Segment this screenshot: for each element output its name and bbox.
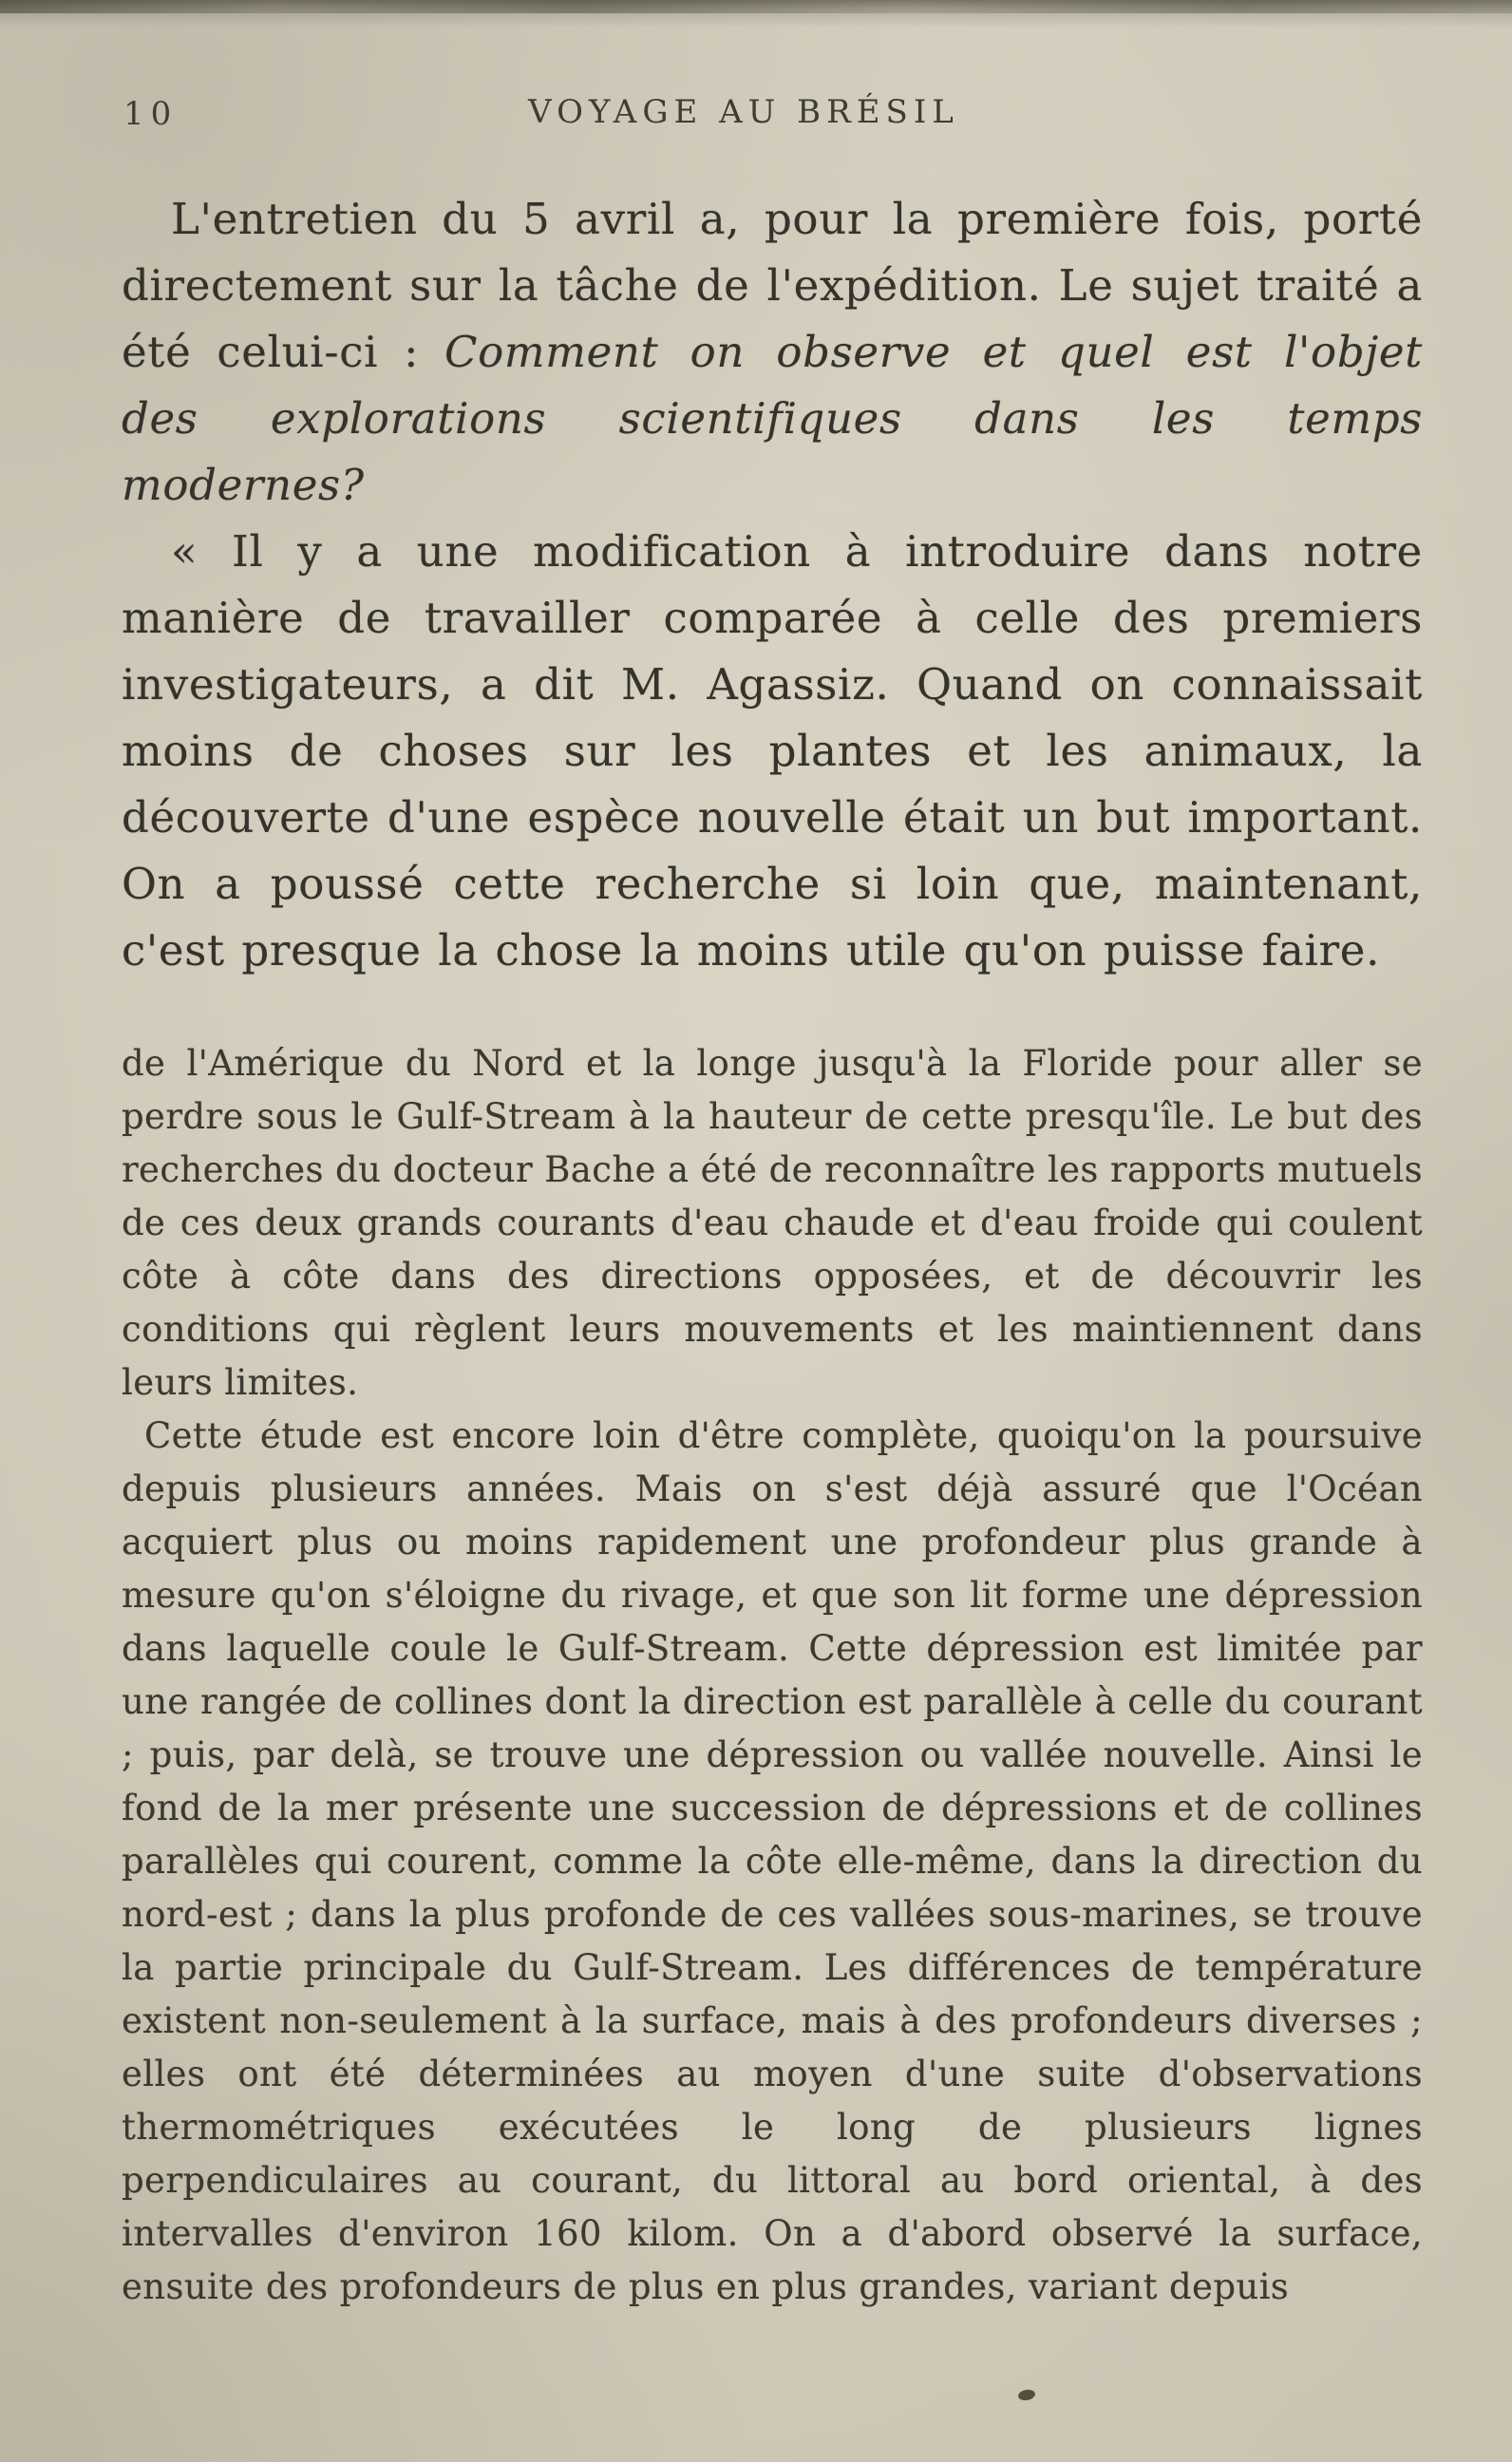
footnote-paragraph-1: de l'Amérique du Nord et la longe jusqu'à la Floride pour aller se perdre sous le Gulf-Stream à la hauteur de cette presqu'île. Le but des recherches du docteur Bache a été de reconnaître les rapports mutuels de ces deux grands courants d'eau chaude et d'eau froide qui coulent côte à côte dans des directions opposées, et de découvrir les conditions qui règlent leurs mouvements et les maintiennent dans leurs limites. xyxy=(122,1043,1423,1403)
page-number: 10 xyxy=(123,95,179,133)
running-title: VOYAGE AU BRÉSIL xyxy=(528,93,959,131)
page-header xyxy=(122,93,1423,137)
paragraph-1 xyxy=(122,186,1423,519)
main-text-block xyxy=(122,186,1423,984)
ink-spot xyxy=(1017,2389,1036,2402)
footnote-block xyxy=(122,1037,1423,2314)
paragraph-1-lead: L'entretien du 5 avril a, pour la première fois, porté directement sur la tâche de l'expédition. Le sujet traité a été celui-ci : xyxy=(122,194,1423,377)
paragraph-1-italic-phrase: Comment on observe et quel est l'objet des explorations scientifiques dans les temps modernes? xyxy=(122,327,1423,510)
paragraph-2: « Il y a une modification à introduire dans notre manière de travailler comparée à celle des premiers investigateurs, a dit M. Agassiz. Quand on connaissait moins de choses sur les plantes et les animaux, la découverte d'une espèce nouvelle était un but important. On a poussé cette recherche si loin que, maintenant, c'est presque la chose la moins utile qu'on puisse faire. xyxy=(122,526,1423,975)
scan-edge xyxy=(0,0,1512,13)
footnote-paragraph-2: Cette étude est encore loin d'être complète, quoiqu'on la poursuive depuis plusieurs années. Mais on s'est déjà assuré que l'Océan acquiert plus ou moins rapidement une profondeur plus grande à mesure qu'on s'éloigne du rivage, et que son lit forme une dépression dans laquelle coule le Gulf-Stream. Cette dépression est limitée par une rangée de collines dont la direction est parallèle à celle du courant ; puis, par delà, se trouve une dépression ou vallée nouvelle. Ainsi le fond de la mer présente une succession de dépressions et de collines parallèles qui courent, comme la côte elle-même, dans la direction du nord-est ; dans la plus profonde de ces vallées sous-marines, se trouve la partie principale du Gulf-Stream. Les différences de température existent non-seulement à la surface, mais à des profondeurs diverses ; elles ont été déterminées au moyen d'une suite d'observations thermométriques exécutées le long de plusieurs lignes perpendiculaires au courant, du littoral au bord oriental, à des intervalles d'environ 160 kilom. On a d'abord observé la surface, ensuite des profondeurs de plus en plus grandes, variant depuis xyxy=(122,1415,1423,2307)
